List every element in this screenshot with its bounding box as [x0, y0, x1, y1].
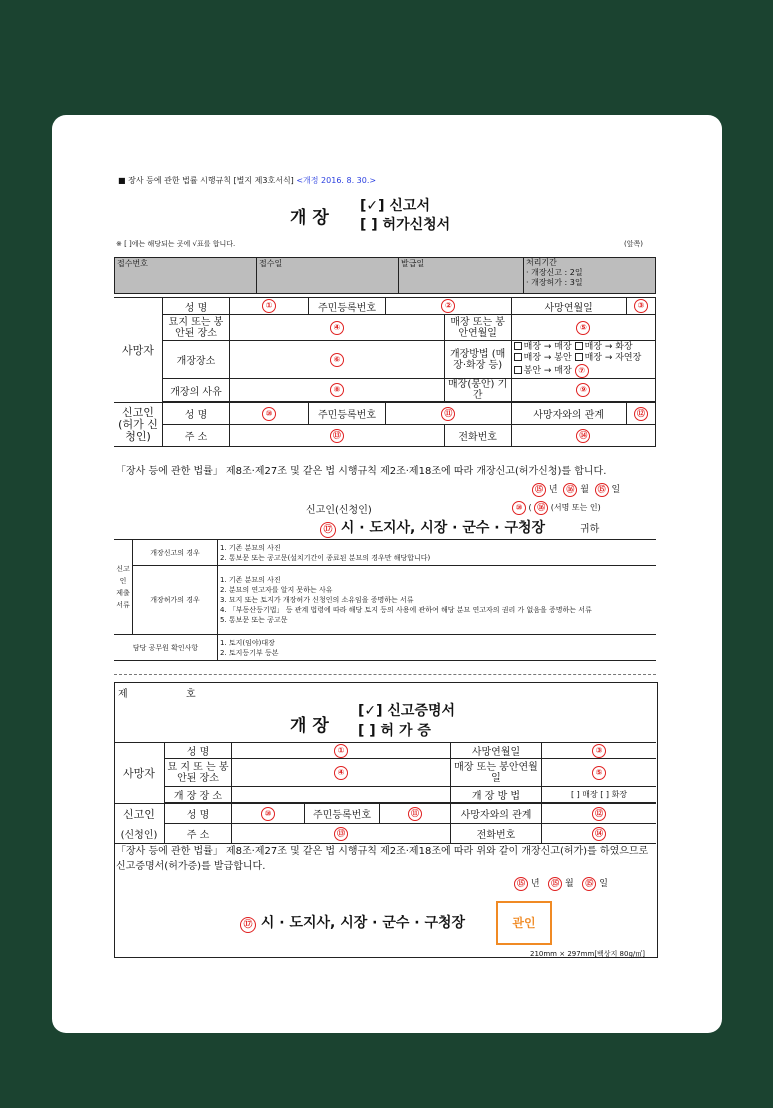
- cert-deceased-label: 사망자: [114, 743, 165, 804]
- cert-authority-text: 시 · 도지사, 시장 · 군수 · 구청장: [260, 915, 466, 931]
- marker-9: ⑨: [576, 383, 590, 397]
- marker-16-month: ⑯: [563, 483, 577, 497]
- method-enshrine-burial: 봉안 → 매장: [523, 365, 572, 376]
- form2-option-certificate: [✓] 신고증명서: [358, 703, 456, 719]
- deceased-section-label: 사망자: [114, 298, 163, 403]
- cert-field-death-date[interactable]: [542, 743, 657, 759]
- field-death-date[interactable]: [626, 298, 655, 315]
- cert-field-address[interactable]: [232, 824, 451, 844]
- receipt-date: 접수일: [257, 258, 399, 294]
- form-card: [52, 115, 722, 1033]
- certificate-number-label: 제: [118, 689, 128, 700]
- cut-line: [114, 674, 656, 675]
- cert-field-reburial-place[interactable]: [232, 787, 451, 803]
- year-label: 년: [548, 485, 558, 495]
- field-reburial-place[interactable]: [230, 341, 445, 379]
- field-phone[interactable]: [511, 425, 655, 447]
- marker-15-year: ⑮: [532, 483, 546, 497]
- processing-period-title: 처리기간: [526, 258, 557, 267]
- cert-label-method: 개 장 방 법: [451, 787, 542, 803]
- form1-option-permit: [ ] 허가신청서: [360, 217, 451, 233]
- method-options: [511, 341, 655, 379]
- form1-option-report: [✓] 신고서: [360, 198, 430, 214]
- method-burial-enshrine: 매장 → 봉안: [523, 352, 572, 363]
- label-address: 주 소: [163, 425, 230, 447]
- documents-table: [114, 539, 656, 661]
- processing-period: [524, 258, 656, 294]
- label-reason: 개장의 사유: [163, 379, 230, 402]
- label-relation: 사망자와의 관계: [511, 403, 626, 425]
- marker-17: ⑰: [320, 522, 336, 538]
- paper-spec: 210mm × 297mm[백상지 80g/㎡]: [530, 950, 645, 958]
- cert-marker-3: ③: [592, 744, 606, 758]
- checkbox-icon[interactable]: [575, 342, 583, 350]
- marker-13: ⑬: [330, 429, 344, 443]
- applicant-section-label: 신고인 (허가 신청인): [114, 403, 163, 447]
- cert-field-rrn[interactable]: [380, 804, 451, 824]
- label-burial-date: 매장 또는 봉안연월일: [444, 315, 511, 341]
- field-name[interactable]: [230, 298, 309, 315]
- cert-applicant-label: 신고인: [114, 804, 165, 824]
- cert-month-label: 월: [565, 879, 574, 889]
- form2-option-permit: [ ] 허 가 증: [358, 723, 431, 739]
- docs-report-1: 1. 기존 분묘의 사진: [220, 543, 281, 552]
- cert-marker-14: ⑭: [592, 827, 606, 841]
- cert-label-reburial-place: 개 장 장 소: [165, 787, 232, 803]
- official-check-label: 담당 공무원 확인사항: [114, 635, 218, 661]
- field-burial-period[interactable]: [511, 379, 655, 402]
- marker-3: ③: [634, 299, 648, 313]
- marker-16-sign: ⑯: [534, 501, 548, 515]
- receipt-number: 접수번호: [115, 258, 257, 294]
- field-address[interactable]: [230, 425, 445, 447]
- checkbox-icon[interactable]: [514, 353, 522, 361]
- form-header-text: ■ 장사 등에 관한 법률 시행규칙 [별지 제3호서식]: [118, 176, 294, 185]
- docs-permit-5: 5. 통보문 또는 공고문: [220, 616, 288, 624]
- cert-label-relation: 사망자와의 관계: [451, 804, 542, 824]
- field-relation[interactable]: [626, 403, 655, 425]
- label-applicant-name: 성 명: [163, 403, 230, 425]
- marker-6: ⑥: [330, 353, 344, 367]
- cert-label-rrn: 주민등록번호: [305, 804, 380, 824]
- label-name: 성 명: [163, 298, 230, 315]
- marker-4: ④: [330, 321, 344, 335]
- checkbox-icon[interactable]: [514, 342, 522, 350]
- cert-marker-15-month: ⑮: [548, 877, 562, 891]
- issue-date: 발급일: [399, 258, 524, 294]
- docs-permit-label: 개장허가의 경우: [133, 566, 218, 635]
- method-burial-cremation: 매장 → 화장: [584, 341, 633, 352]
- signer-label: 신고인(신청인): [306, 505, 372, 516]
- cert-field-name[interactable]: [232, 743, 451, 759]
- cert-method-options[interactable]: [ ] 매장 [ ] 화장: [542, 787, 657, 803]
- cert-field-applicant-name[interactable]: [232, 804, 305, 824]
- field-applicant-name[interactable]: [230, 403, 309, 425]
- cert-field-phone[interactable]: [542, 824, 657, 844]
- docs-report-list: [218, 540, 657, 566]
- form2-law-statement: 「장사 등에 관한 법률」 제8조·제27조 및 같은 법 시행규칙 제2조·제18조에 따라 위와 같이 개장신고(허가)를 하였으므로 신고증명서(허가증)를 발급합니다.: [116, 846, 649, 872]
- cert-label-name: 성 명: [165, 743, 232, 759]
- label-rrn: 주민등록번호: [309, 298, 386, 315]
- cert-field-burial-date[interactable]: [542, 759, 657, 787]
- form1-title-main: 개 장: [290, 208, 329, 228]
- certificate-table: [114, 742, 656, 844]
- official-check-list: [218, 635, 657, 661]
- official-seal: 관인: [496, 901, 552, 945]
- cert-label-phone: 전화번호: [451, 824, 542, 844]
- field-grave-place[interactable]: [230, 315, 445, 341]
- marker-8: ⑧: [330, 383, 344, 397]
- cert-label-address: 주 소: [165, 824, 232, 844]
- marker-14: ⑭: [576, 429, 590, 443]
- cert-applicant-sub: (신청인): [114, 824, 165, 844]
- front-side-label: (앞쪽): [624, 240, 643, 248]
- cert-marker-13: ⑬: [334, 827, 348, 841]
- official-check-2: 2. 토지등기부 등본: [220, 648, 279, 657]
- month-label: 월: [580, 485, 589, 495]
- form1-authority: [320, 517, 545, 538]
- cert-field-grave-place[interactable]: [232, 759, 451, 787]
- cert-marker-1: ①: [334, 744, 348, 758]
- field-reason[interactable]: [230, 379, 445, 402]
- cert-label-applicant-name: 성 명: [165, 804, 232, 824]
- form-header: [118, 175, 376, 186]
- form1-law-statement: 「장사 등에 관한 법률」 제8조·제27조 및 같은 법 시행규칙 제2조·제18조에 따라 개장신고(허가신청)를 합니다.: [116, 466, 607, 477]
- cert-marker-15-year: ⑮: [514, 877, 528, 891]
- form2-date-line: [514, 876, 608, 891]
- form1-date-line: [532, 482, 620, 497]
- cert-marker-15-day: ⑮: [582, 877, 596, 891]
- method-burial-natural: 매장 → 자연장: [584, 352, 642, 363]
- label-reburial-place: 개장장소: [163, 341, 230, 379]
- cert-label-burial-date: 매장 또는 봉안연월일: [451, 759, 542, 787]
- docs-permit-2: 2. 분묘의 연고자를 알지 못하는 사유: [220, 586, 333, 594]
- cert-year-label: 년: [530, 879, 540, 889]
- cert-marker-4: ④: [334, 766, 348, 780]
- marker-10-sign: ⑩: [512, 501, 526, 515]
- sign-note: (서명 또는 인): [550, 503, 601, 512]
- docs-side-label: 신고인 제출서류: [114, 540, 133, 635]
- label-death-date: 사망연월일: [511, 298, 626, 315]
- marker-11: ⑪: [441, 407, 455, 421]
- receipt-table: [114, 257, 656, 294]
- docs-report-2: 2. 통보문 또는 공고문(설치기간이 종료된 분묘의 경우만 해당합니다): [220, 553, 431, 562]
- field-applicant-rrn[interactable]: [386, 403, 512, 425]
- docs-permit-list: [218, 566, 657, 635]
- cert-marker-17: ⑰: [240, 917, 256, 933]
- label-phone: 전화번호: [444, 425, 511, 447]
- recipient-suffix: 귀하: [580, 524, 600, 535]
- cert-label-death-date: 사망연월일: [451, 743, 542, 759]
- field-rrn[interactable]: [386, 298, 512, 315]
- cert-label-grave-place: 묘 지 또 는 봉안된 장소: [165, 759, 232, 787]
- authority-text: 시 · 도지사, 시장 · 군수 · 구청장: [340, 520, 546, 536]
- docs-permit-1: 1. 기존 분묘의 사진: [220, 576, 281, 584]
- label-applicant-rrn: 주민등록번호: [309, 403, 386, 425]
- docs-permit-4: 4. 「부동산등기법」 등 관계 법령에 따라 해당 토지 등의 사용에 관하여 해당 분묘 연고자의 권리 가 없음을 증명하는 서류: [220, 606, 592, 614]
- label-grave-place: 묘지 또는 봉안된 장소: [163, 315, 230, 341]
- docs-report-label: 개장신고의 경우: [133, 540, 218, 566]
- certificate-number-suffix: 호: [186, 689, 196, 700]
- marker-1: ①: [262, 299, 276, 313]
- official-check-1: 1. 토지(임야)대장: [220, 638, 275, 647]
- cert-marker-11: ⑪: [408, 807, 422, 821]
- checkbox-icon[interactable]: [514, 366, 522, 374]
- revision-note: <개정 2016. 8. 30.>: [296, 176, 377, 185]
- form2-title-main: 개 장: [290, 716, 329, 736]
- cert-field-relation[interactable]: [542, 804, 657, 824]
- marker-12: ⑫: [634, 407, 648, 421]
- field-burial-date[interactable]: [511, 315, 655, 341]
- marker-15-day: ⑮: [595, 483, 609, 497]
- marker-10: ⑩: [262, 407, 276, 421]
- processing-period-permit: · 개장허가 : 3일: [526, 278, 583, 287]
- checkbox-note: ※ [ ]에는 해당되는 곳에 √표를 합니다.: [116, 240, 236, 248]
- signature-field[interactable]: ⑩ ( ⑯ (서명 또는 인): [512, 501, 601, 515]
- cert-day-label: 일: [599, 879, 608, 889]
- day-label: 일: [611, 485, 621, 495]
- form2-authority: [240, 912, 465, 933]
- method-burial-burial: 매장 → 매장: [523, 341, 572, 352]
- marker-5: ⑤: [576, 321, 590, 335]
- checkbox-icon[interactable]: [575, 353, 583, 361]
- docs-permit-3: 3. 묘지 또는 토지가 개장허가 신청인의 소유임을 증명하는 서류: [220, 596, 414, 604]
- cert-marker-10: ⑩: [261, 807, 275, 821]
- cert-marker-12: ⑫: [592, 807, 606, 821]
- application-table: [114, 297, 656, 447]
- marker-2: ②: [441, 299, 455, 313]
- cert-marker-5: ⑤: [592, 766, 606, 780]
- label-method: 개장방법 (매장·화장 등): [444, 341, 511, 379]
- marker-7: ⑦: [575, 364, 589, 378]
- label-burial-period: 매장(봉안) 기간: [444, 379, 511, 402]
- processing-period-report: · 개장신고 : 2일: [526, 268, 583, 277]
